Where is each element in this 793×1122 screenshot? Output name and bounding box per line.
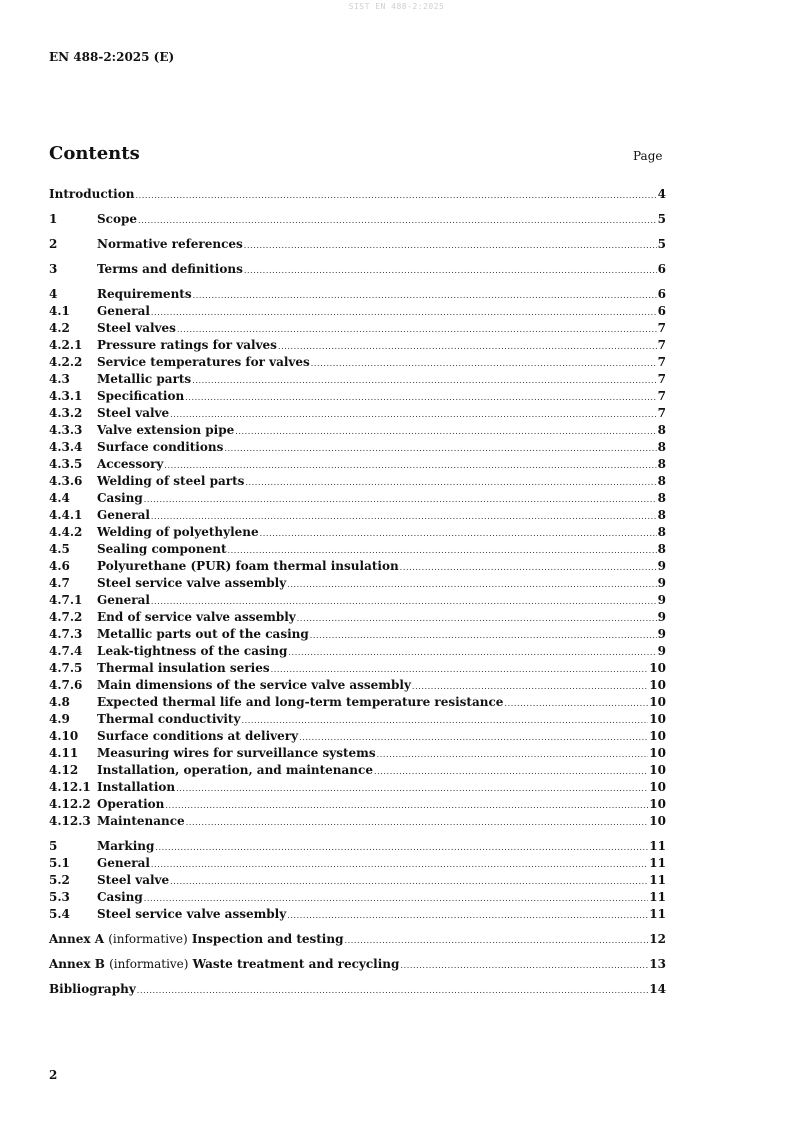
dot-leader	[311, 355, 657, 372]
dot-leader	[144, 491, 657, 508]
dot-leader	[151, 304, 657, 321]
toc-entry-title: General	[97, 304, 150, 318]
dot-leader	[224, 440, 656, 457]
page-number: 2	[49, 1068, 58, 1082]
toc-entry-title: Main dimensions of the service valve assembly	[97, 678, 411, 692]
toc-entry[interactable]	[49, 337, 666, 354]
toc-entry-title: Installation, operation, and maintenance	[97, 763, 373, 777]
toc-entry[interactable]	[49, 490, 666, 507]
toc-entry-title: Steel valve	[97, 406, 170, 420]
toc-entry-page: 6	[657, 304, 666, 318]
toc-entry-page: 10	[649, 814, 666, 828]
annex-title: Waste treatment and recycling	[192, 957, 400, 971]
dot-leader	[299, 729, 648, 746]
toc-entry-number: 4.2.1	[49, 338, 83, 352]
dot-leader	[177, 321, 657, 338]
toc-entry[interactable]	[49, 388, 666, 405]
dot-leader	[377, 746, 649, 763]
dot-leader	[164, 457, 656, 474]
annex-label: Annex B	[49, 957, 105, 971]
dot-leader	[185, 389, 656, 406]
dot-leader	[176, 780, 648, 797]
toc-entry[interactable]	[49, 762, 666, 779]
dot-leader	[151, 856, 648, 873]
toc-entry-number: 4.10	[49, 729, 79, 743]
toc-entry-number: 4.3.6	[49, 474, 83, 488]
toc-entry-page: 7	[657, 372, 666, 386]
dot-leader	[297, 610, 657, 627]
toc-entry-number: 4.3	[49, 372, 70, 386]
toc-entry-page: 8	[657, 474, 666, 488]
toc-entry-number: 4.7.3	[49, 627, 83, 641]
toc-entry-page: 8	[657, 542, 666, 556]
toc-entry[interactable]	[49, 473, 666, 490]
toc-entry[interactable]	[49, 286, 666, 303]
toc-entry[interactable]	[49, 609, 666, 626]
toc-entry[interactable]	[49, 872, 666, 889]
toc-entry-number: 4.7	[49, 576, 70, 590]
toc-entry-title: General	[97, 856, 150, 870]
toc-entry[interactable]	[49, 439, 666, 456]
toc-entry-title: Maintenance	[97, 814, 185, 828]
toc-entry-number: 4.7.4	[49, 644, 83, 658]
toc-entry-title: Sealing component	[97, 542, 227, 556]
toc-entry-page: 10	[649, 729, 666, 743]
toc-entry-page: 9	[657, 644, 666, 658]
toc-entry-number: 4.4.2	[49, 525, 83, 539]
toc-entry-title: Normative references	[97, 237, 243, 251]
dot-leader	[412, 678, 648, 695]
toc-entry-page: 10	[649, 797, 666, 811]
toc-entry-title: Marking	[97, 839, 155, 853]
toc-entry-title: Service temperatures for valves	[97, 355, 310, 369]
toc-entry-title: Casing	[97, 890, 143, 904]
dot-leader	[287, 576, 656, 593]
toc-entry[interactable]	[49, 456, 666, 473]
toc-entry-page: 8	[657, 508, 666, 522]
toc-entry[interactable]	[49, 186, 666, 203]
toc-entry[interactable]	[49, 575, 666, 592]
toc-entry-number: 4.7.5	[49, 661, 83, 675]
toc-entry-title: Requirements	[97, 287, 192, 301]
toc-entry-number: 4.1	[49, 304, 70, 318]
toc-entry-number: 5.4	[49, 907, 70, 921]
toc-entry[interactable]	[49, 507, 666, 524]
toc-entry-page: 7	[657, 406, 666, 420]
toc-entry-title: Scope	[97, 212, 138, 226]
toc-entry-number: 5.2	[49, 873, 70, 887]
toc-entry-page: 10	[649, 678, 666, 692]
toc-entry[interactable]	[49, 558, 666, 575]
toc-entry-title: Welding of polyethylene	[97, 525, 259, 539]
toc-entry[interactable]	[49, 796, 666, 813]
toc-entry-title: General	[97, 508, 150, 522]
toc-entry-annex-b[interactable]	[49, 956, 666, 973]
toc-entry-number: 4.3.2	[49, 406, 83, 420]
dot-leader	[138, 212, 657, 229]
dot-leader	[260, 525, 657, 542]
dot-leader	[155, 839, 648, 856]
toc-entry-title: Leak-tightness of the casing	[97, 644, 288, 658]
toc-entry-title: Installation	[97, 780, 176, 794]
toc-entry[interactable]	[49, 371, 666, 388]
toc-entry-number: 4.12	[49, 763, 79, 777]
toc-entry-title: Thermal conductivity	[97, 712, 241, 726]
page-column-label: Page	[633, 149, 663, 163]
toc-entry-number: 4.2	[49, 321, 70, 335]
toc-entry-title: Bibliography	[49, 982, 136, 996]
toc-entry[interactable]	[49, 422, 666, 439]
dot-leader	[186, 814, 649, 831]
toc-entry-title: Steel service valve assembly	[97, 576, 287, 590]
toc-entry[interactable]	[49, 745, 666, 762]
toc-entry-title	[49, 931, 343, 948]
dot-leader	[400, 559, 657, 576]
toc-entry-number: 4.5	[49, 542, 70, 556]
document-reference: EN 488-2:2025 (E)	[49, 50, 175, 64]
toc-entry-number: 4.11	[49, 746, 79, 760]
dot-leader	[245, 474, 656, 491]
toc-entry-number: 4.7.2	[49, 610, 83, 624]
dot-leader	[170, 873, 648, 890]
toc-entry-title: Steel service valve assembly	[97, 907, 287, 921]
toc-entry-page: 14	[649, 982, 666, 996]
toc-entry-number: 4.2.2	[49, 355, 83, 369]
toc-entry-number: 4.3.1	[49, 389, 83, 403]
dot-leader	[344, 932, 648, 949]
toc-entry-number: 4.3.3	[49, 423, 83, 437]
toc-entry-title: Surface conditions	[97, 440, 224, 454]
dot-leader	[144, 890, 649, 907]
toc-entry[interactable]	[49, 211, 666, 228]
toc-entry[interactable]	[49, 728, 666, 745]
toc-entry-number: 4.12.3	[49, 814, 91, 828]
toc-entry-page: 8	[657, 423, 666, 437]
toc-entry-page: 7	[657, 338, 666, 352]
toc-entry-page: 8	[657, 525, 666, 539]
toc-entry-page: 11	[649, 856, 666, 870]
toc-entry-number: 4.6	[49, 559, 70, 573]
toc-entry-number: 4.8	[49, 695, 70, 709]
toc-entry[interactable]	[49, 660, 666, 677]
toc-entry-number: 4.7.1	[49, 593, 83, 607]
toc-entry-page: 11	[649, 839, 666, 853]
toc-entry-title: Welding of steel parts	[97, 474, 245, 488]
dot-leader	[137, 982, 649, 999]
toc-entry-number: 4.3.4	[49, 440, 83, 454]
toc-entry-page: 10	[649, 746, 666, 760]
toc-entry-title: Introduction	[49, 187, 135, 201]
annex-note: (informative)	[108, 932, 188, 946]
dot-leader	[235, 423, 656, 440]
toc-entry-number: 4.7.6	[49, 678, 83, 692]
dot-leader	[244, 237, 657, 254]
toc-entry[interactable]	[49, 541, 666, 558]
annex-note: (informative)	[109, 957, 189, 971]
toc-entry[interactable]	[49, 405, 666, 422]
toc-entry-title: Terms and definitions	[97, 262, 243, 276]
toc-entry-page: 7	[657, 355, 666, 369]
toc-entry[interactable]	[49, 838, 666, 855]
toc-entry[interactable]	[49, 320, 666, 337]
toc-entry-page: 6	[657, 262, 666, 276]
toc-entry-page: 7	[657, 321, 666, 335]
toc-entry-title	[49, 956, 399, 973]
dot-leader	[504, 695, 648, 712]
toc-entry-number: 1	[49, 212, 58, 226]
toc-entry-page: 10	[649, 695, 666, 709]
toc-entry-title: Metallic parts	[97, 372, 192, 386]
toc-entry-number: 4.4	[49, 491, 70, 505]
toc-entry[interactable]	[49, 981, 666, 998]
dot-leader	[151, 593, 657, 610]
toc-entry-number: 4.3.5	[49, 457, 83, 471]
toc-entry-page: 13	[649, 957, 666, 971]
toc-entry-page: 9	[657, 610, 666, 624]
toc-entry-title: General	[97, 593, 150, 607]
watermark: SIST EN 488-2:2025	[348, 2, 445, 11]
toc-entry[interactable]	[49, 643, 666, 660]
toc-entry-page: 11	[649, 890, 666, 904]
toc-entry-page: 5	[657, 212, 666, 226]
dot-leader	[241, 712, 648, 729]
toc-entry[interactable]	[49, 677, 666, 694]
dot-leader	[278, 338, 657, 355]
toc-entry-page: 12	[649, 932, 666, 946]
toc-entry-number: 4.12.2	[49, 797, 91, 811]
dot-leader	[271, 661, 649, 678]
toc-entry-number: 4.12.1	[49, 780, 91, 794]
toc-entry-number: 3	[49, 262, 58, 276]
toc-entry-number: 4.9	[49, 712, 70, 726]
toc-entry-annex-a[interactable]	[49, 931, 666, 948]
annex-title: Inspection and testing	[191, 932, 344, 946]
toc-entry[interactable]	[49, 261, 666, 278]
toc-entry-title: Expected thermal life and long-term temperature resistance	[97, 695, 504, 709]
toc-entry-title: Operation	[97, 797, 165, 811]
toc-entry[interactable]	[49, 236, 666, 253]
toc-entry[interactable]	[49, 592, 666, 609]
dot-leader	[287, 907, 648, 924]
toc-entry-page: 8	[657, 440, 666, 454]
dot-leader	[374, 763, 648, 780]
toc-entry-number: 5	[49, 839, 58, 853]
toc-entry[interactable]	[49, 906, 666, 923]
toc-entry-title: Valve extension pipe	[97, 423, 235, 437]
toc-entry-page: 4	[657, 187, 666, 201]
toc-entry[interactable]	[49, 694, 666, 711]
toc-entry-title: Metallic parts out of the casing	[97, 627, 309, 641]
toc-entry-title: Thermal insulation series	[97, 661, 270, 675]
toc-entry-title: Steel valve	[97, 873, 170, 887]
toc-entry-page: 8	[657, 491, 666, 505]
dot-leader	[244, 262, 657, 279]
dot-leader	[310, 627, 657, 644]
dot-leader	[170, 406, 657, 423]
toc-entry-page: 5	[657, 237, 666, 251]
toc-entry-title: Accessory	[97, 457, 164, 471]
toc-entry-title: Pressure ratings for valves	[97, 338, 277, 352]
toc-entry-page: 11	[649, 907, 666, 921]
dot-leader	[135, 187, 656, 204]
toc-entry-page: 10	[649, 780, 666, 794]
toc-entry-title: Polyurethane (PUR) foam thermal insulation	[97, 559, 399, 573]
toc-entry-page: 10	[649, 712, 666, 726]
toc-entry[interactable]	[49, 626, 666, 643]
toc-entry-title: Surface conditions at delivery	[97, 729, 299, 743]
toc-entry[interactable]	[49, 889, 666, 906]
toc-entry-number: 5.3	[49, 890, 70, 904]
toc-entry-page: 9	[657, 593, 666, 607]
dot-leader	[193, 287, 657, 304]
dot-leader	[400, 957, 648, 974]
toc-entry[interactable]	[49, 711, 666, 728]
toc-entry-number: 5.1	[49, 856, 70, 870]
toc-entry-page: 7	[657, 389, 666, 403]
table-of-contents	[49, 186, 666, 998]
toc-entry[interactable]	[49, 813, 666, 830]
toc-entry-page: 6	[657, 287, 666, 301]
contents-heading: Contents	[49, 143, 140, 164]
toc-entry-page: 11	[649, 873, 666, 887]
toc-entry-title: Casing	[97, 491, 143, 505]
toc-entry[interactable]	[49, 354, 666, 371]
toc-entry-page: 8	[657, 457, 666, 471]
toc-entry-number: 4.4.1	[49, 508, 83, 522]
toc-entry-title: Specification	[97, 389, 185, 403]
toc-entry[interactable]	[49, 303, 666, 320]
toc-entry-title: Measuring wires for surveillance systems	[97, 746, 376, 760]
toc-entry[interactable]	[49, 855, 666, 872]
toc-entry-page: 10	[649, 661, 666, 675]
dot-leader	[192, 372, 656, 389]
toc-entry-title: Steel valves	[97, 321, 176, 335]
toc-entry[interactable]	[49, 779, 666, 796]
toc-entry-page: 9	[657, 559, 666, 573]
toc-entry-page: 9	[657, 576, 666, 590]
toc-entry-page: 10	[649, 763, 666, 777]
dot-leader	[165, 797, 648, 814]
dot-leader	[228, 542, 657, 559]
dot-leader	[288, 644, 656, 661]
dot-leader	[151, 508, 657, 525]
toc-entry-page: 9	[657, 627, 666, 641]
toc-entry-title: End of service valve assembly	[97, 610, 296, 624]
toc-entry-number: 4	[49, 287, 58, 301]
toc-entry-number: 2	[49, 237, 58, 251]
toc-entry[interactable]	[49, 524, 666, 541]
annex-label: Annex A	[49, 932, 105, 946]
